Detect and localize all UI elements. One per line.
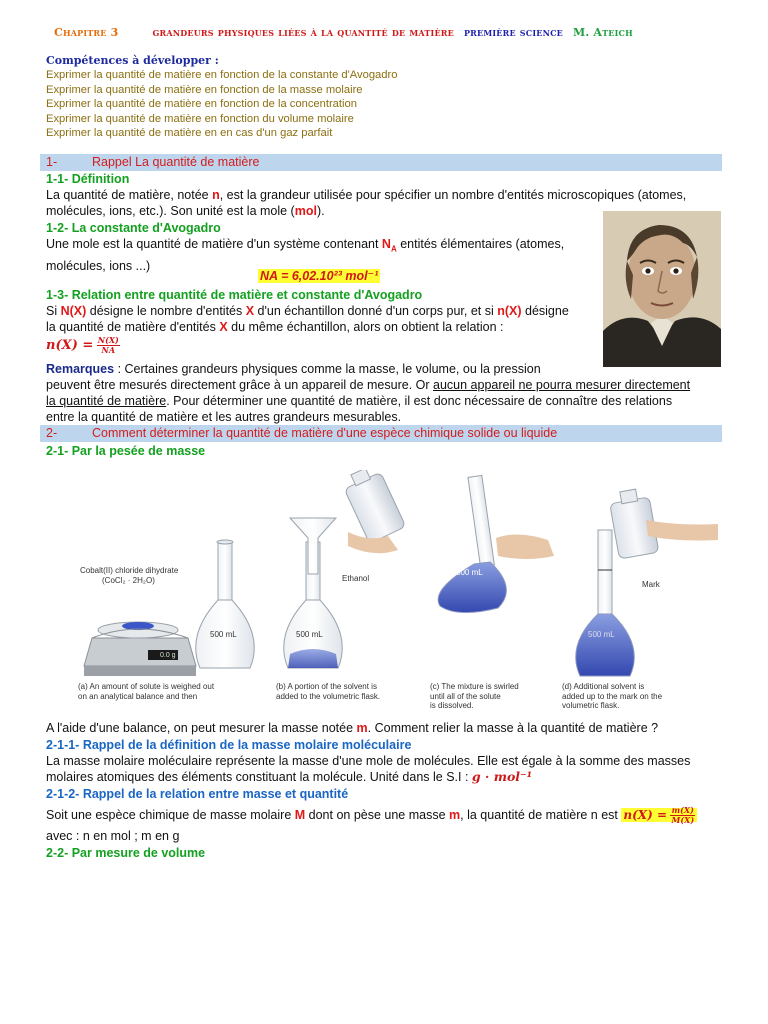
unit-mol: mol [294, 204, 317, 218]
caption-a [78, 682, 258, 701]
section-2-number: 2- [46, 426, 58, 440]
formula-denominator: NA [101, 345, 116, 355]
molar-mass-unit: g · mol⁻¹ [471, 769, 533, 784]
text: dont on pèse une masse [305, 807, 450, 822]
figure-illustration [78, 470, 720, 708]
remarks-label: Remarques [46, 362, 115, 376]
caption-line: until all of the solute [430, 691, 501, 701]
competence-item: Exprimer la quantité de matière en fonction de la concentration [46, 98, 357, 111]
section-1-heading [40, 154, 722, 171]
text: La masse molaire moléculaire représente la masse d'une mole de molécules. Elle est égale à la somme des masses [46, 754, 691, 768]
underlined-text: aucun appareil ne pourra mesurer directement [433, 378, 691, 392]
caption-line: is dissolved. [430, 701, 474, 710]
flask-volume-label: 500 mL [588, 630, 615, 639]
compound-formula: (CoCl₂ · 2H₂O) [102, 576, 155, 585]
subsection-2-1-1-title: 2-1-1- Rappel de la définition de la masse molaire moléculaire [46, 738, 412, 752]
relation-paragraph [46, 303, 596, 335]
subsection-1-2-title: 1-2- La constante d'Avogadro [46, 221, 221, 235]
section-1-title: Rappel La quantité de matière [92, 155, 260, 169]
subsection-1-3-title: 1-3- Relation entre quantité de matière et constante d'Avogadro [46, 288, 423, 302]
caption-line: volumetric flask. [562, 701, 620, 710]
molar-mass-paragraph [46, 753, 736, 785]
formula-fraction [670, 806, 695, 825]
subsection-2-1-title: 2-1- Par la pesée de masse [46, 444, 206, 458]
caption-line: added up to the mark on the [562, 691, 663, 701]
mass-relation-paragraph [46, 806, 736, 825]
competence-item: Exprimer la quantité de matière en fonction de la masse molaire [46, 83, 363, 96]
text: ). [316, 204, 325, 218]
text: , la quantité de matière n est [460, 807, 622, 822]
balance-display: 0.0 g [160, 652, 176, 659]
avogadro-formula [258, 268, 380, 284]
text: Si [46, 304, 61, 318]
section-2-title: Comment déterminer la quantité de matière d'une espèce chimique solide ou liquide [92, 426, 558, 440]
section-2-heading [40, 425, 722, 442]
text: d'un échantillon donné d'un corps pur, et si [254, 304, 498, 318]
text: A l'aide d'une balance, on peut mesurer la masse notée [46, 721, 357, 735]
symbol-n: n [212, 188, 220, 202]
caption-line: (d) Additional solvent is [562, 682, 645, 691]
caption-c [430, 682, 560, 711]
formula-numerator: m(X) [671, 805, 694, 815]
caption-line: (a) An amount of solute is weighed out [78, 682, 215, 691]
text: molécules, ions, etc.). Son unité est la mole ( [46, 204, 295, 218]
symbol-NX: N(X) [60, 304, 87, 318]
avogadro-relation-formula [46, 336, 120, 355]
text: entités élémentaires (atomes, [396, 237, 565, 251]
caption-b [276, 682, 426, 701]
solution-preparation-figure [78, 470, 720, 708]
caption-line: on an analytical balance and then [78, 691, 198, 701]
symbol-na: $N_A$ [381, 237, 397, 254]
mass-relation-formula [621, 805, 697, 825]
text: désigne [521, 304, 569, 318]
text: Une mole est la quantité de matière d'un système contenant [46, 237, 382, 251]
compound-label: Cobalt(II) chloride dihydrate [80, 566, 179, 575]
competences-title: Compétences à développer : [46, 54, 219, 67]
flask-volume-label: 500 mL [296, 630, 323, 639]
text: Soit une espèce chimique de masse molaire [46, 807, 295, 822]
caption-line: added to the volumetric flask. [276, 691, 381, 701]
chapter-title: grandeurs physiques liées à la quantité de matière [152, 26, 454, 39]
formula-left: n(X) = [46, 337, 94, 353]
caption-line: (b) A portion of the solvent is [276, 682, 377, 691]
competence-item: Exprimer la quantité de matière en fonction de la constante d'Avogadro [46, 69, 398, 81]
text: , est la grandeur utilisée pour spécifier un nombre d'entités microscopiques (atomes, [219, 188, 687, 202]
text: peuvent être mesurés directement grâce à un appareil de mesure. Or [46, 378, 434, 392]
text: entre la quantité de matière et les autres grandeurs mesurables. [46, 410, 402, 424]
formula-denominator: M(X) [671, 815, 695, 825]
class-level: première science [463, 26, 563, 39]
flask-volume-label: 500 mL [456, 568, 483, 577]
caption-line: (c) The mixture is swirled [430, 682, 519, 691]
subsection-2-1-2-title: 2-1-2- Rappel de la relation entre masse et quantité [46, 787, 349, 801]
formula-left: n(X) = [623, 807, 667, 822]
underlined-text: la quantité de matière [46, 394, 167, 408]
formula-numerator: N(X) [97, 335, 119, 345]
text: molaires atomiques des éléments constituant la molécule. Unité dans le S.I : [46, 770, 472, 784]
avogadro-portrait [603, 211, 721, 367]
symbol-M: M [294, 807, 306, 822]
text: désigne le nombre d'entités [86, 304, 246, 318]
author: M. Ateich [572, 26, 633, 39]
text: La quantité de matière, notée [46, 188, 213, 202]
symbol-X: X [219, 320, 228, 334]
ethanol-label: Ethanol [342, 574, 370, 583]
formula-fraction [97, 336, 120, 355]
caption-d [562, 682, 718, 711]
text: . Comment relier la masse à la quantité de matière ? [367, 721, 659, 735]
text: . Pour déterminer une quantité de matière, il est donc nécessaire de connaître des relations [166, 394, 673, 408]
symbol-m: m [356, 721, 368, 735]
flask-volume-label: 500 mL [210, 630, 237, 639]
competence-item: Exprimer la quantité de matière en en cas d'un gaz parfait [46, 127, 333, 140]
subsection-2-2-title: 2-2- Par mesure de volume [46, 846, 206, 860]
text: : Certaines grandeurs physiques comme la masse, le volume, ou la pression [114, 362, 541, 376]
subsection-1-1-title: 1-1- Définition [46, 172, 130, 186]
chapter-header [54, 26, 728, 42]
section-1-number: 1- [46, 155, 58, 169]
text: molécules, ions ...) [46, 258, 151, 273]
balance-question [46, 720, 736, 736]
units-note: avec : n en mol ; m en g [46, 829, 180, 843]
remarks-paragraph [46, 361, 736, 425]
mark-label: Mark [642, 580, 660, 589]
chapter-number: Chapitre 3 [54, 26, 119, 39]
avogadro-constant-value: NA = 6,02.10²³ mol⁻¹ [260, 269, 379, 283]
competence-item: Exprimer la quantité de matière en fonction du volume molaire [46, 112, 354, 125]
text: du même échantillon, alors on obtient la relation : [227, 320, 504, 334]
text: la quantité de matière d'entités [46, 320, 220, 334]
competences-list [46, 68, 397, 141]
symbol-m: m [449, 807, 461, 822]
symbol-X: X [245, 304, 255, 318]
symbol-nX: n(X) [497, 304, 522, 318]
portrait-image [603, 211, 721, 367]
